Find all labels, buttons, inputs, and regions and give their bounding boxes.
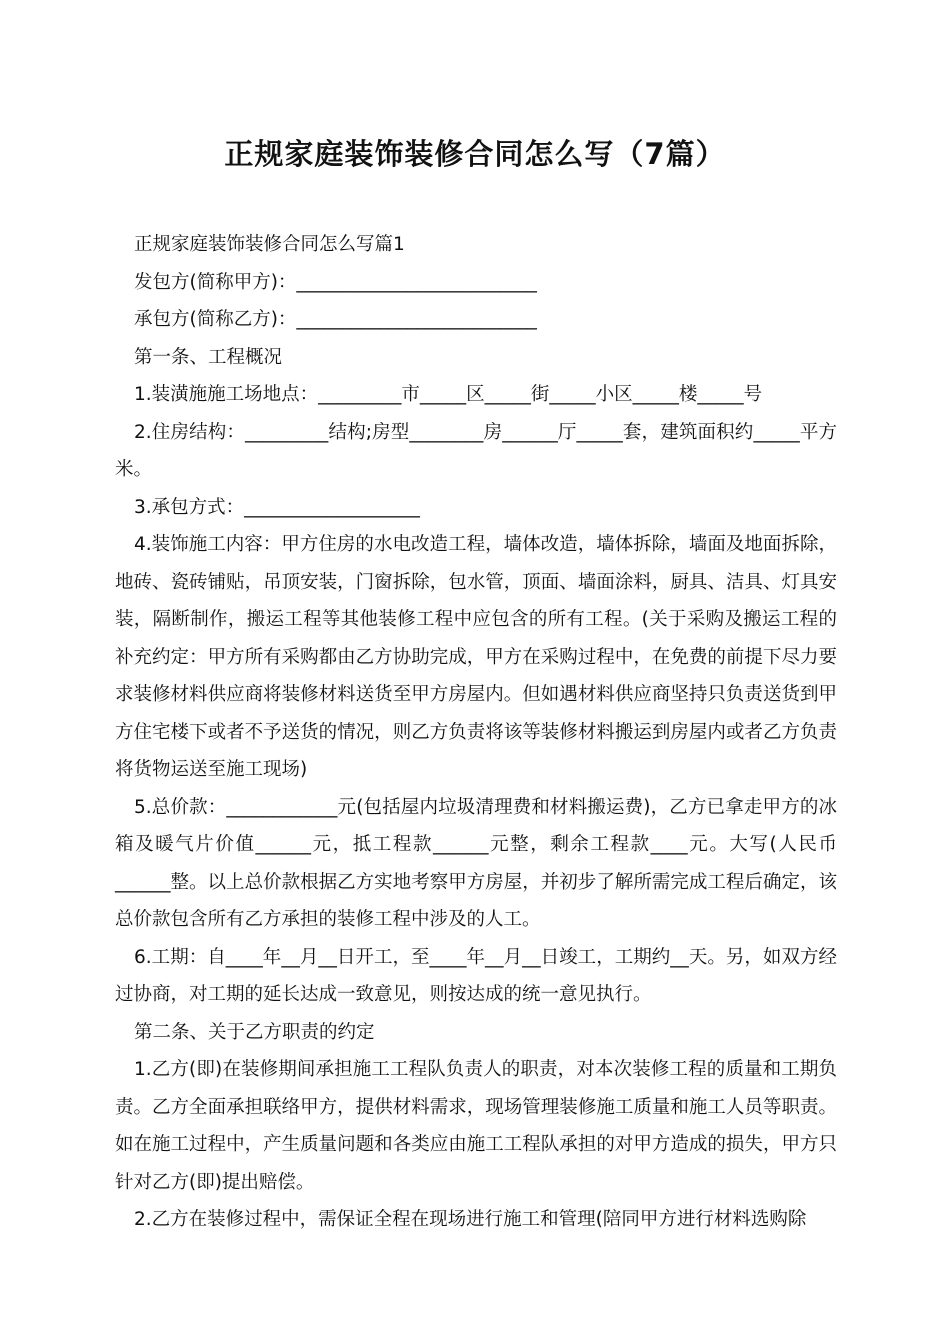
document-body xyxy=(115,226,837,1239)
party-a-field: 发包方(简称甲方)：__________________________ xyxy=(134,271,537,293)
article-2-heading: 第二条、关于乙方职责的约定 xyxy=(134,1021,375,1043)
item-2-structure: 2.住房结构：_________结构;房型________房______厅_____套，建筑面积约_____平方米。 xyxy=(115,421,837,480)
item-3-contract-method: 3.承包方式：___________________ xyxy=(134,496,420,518)
article-1-heading: 第一条、工程概况 xyxy=(134,346,283,368)
document-title: 正规家庭装饰装修合同怎么写（7篇） xyxy=(224,137,726,171)
item-6-schedule: 6.工期：自____年__月__日开工，至____年__月__日竣工，工期约__天。另，如双方经过协商，对工期的延长达成一致意见，则按达成的统一意见执行。 xyxy=(115,946,837,1005)
article-2-item-1: 1.乙方(即)在装修期间承担施工工程队负责人的职责，对本次装修工程的质量和工期负责。乙方全面承担联络甲方，提供材料需求，现场管理装修施工质量和施工人员等职责。如在施工过程中，产生质量问题和各类应由施工工程队承担的对甲方造成的损失，甲方只针对乙方(即)提出赔偿。 xyxy=(115,1059,837,1193)
item-1-location: 1.装潢施施工场地点：_________市_____区_____街_____小区_____楼_____号 xyxy=(134,384,763,405)
article-2-item-2: 2.乙方在装修过程中，需保证全程在现场进行施工和管理(陪同甲方进行材料选购除 xyxy=(134,1209,807,1230)
item-5-total-price: 5.总价款：____________元(包括屋内垃圾清理费和材料搬运费)，乙方已拿走甲方的冰箱及暖气片价值______元，抵工程款______元整，剩余工程款____元。大写(人民币______整。以上总价款根据乙方实地考察甲方房屋，并初步了解所需完成工程后确定，该总价款包含所有乙方承担的装修工程中涉及的人工。 xyxy=(115,796,837,930)
section-heading: 正规家庭装饰装修合同怎么写篇1 xyxy=(134,234,405,255)
party-b-field: 承包方(简称乙方)：__________________________ xyxy=(134,309,537,330)
item-4-construction-content: 4.装饰施工内容：甲方住房的水电改造工程，墙体改造，墙体拆除，墙面及地面拆除，地砖、瓷砖铺贴，吊顶安装，门窗拆除，包水管，顶面、墙面涂料，厨具、洁具、灯具安装，隔断制作，搬运工程等其他装修工程中应包含的所有工程。(关于采购及搬运工程的补充约定：甲方所有采购都由乙方协助完成，甲方在采购过程中，在免费的前提下尽力要求装修材料供应商将装修材料送货至甲方房屋内。但如遇材料供应商坚持只负责送货到甲方住宅楼下或者不予送货的情况，则乙方负责将该等装修材料搬运到房屋内或者乙方负责将货物运送至施工现场) xyxy=(115,534,837,780)
